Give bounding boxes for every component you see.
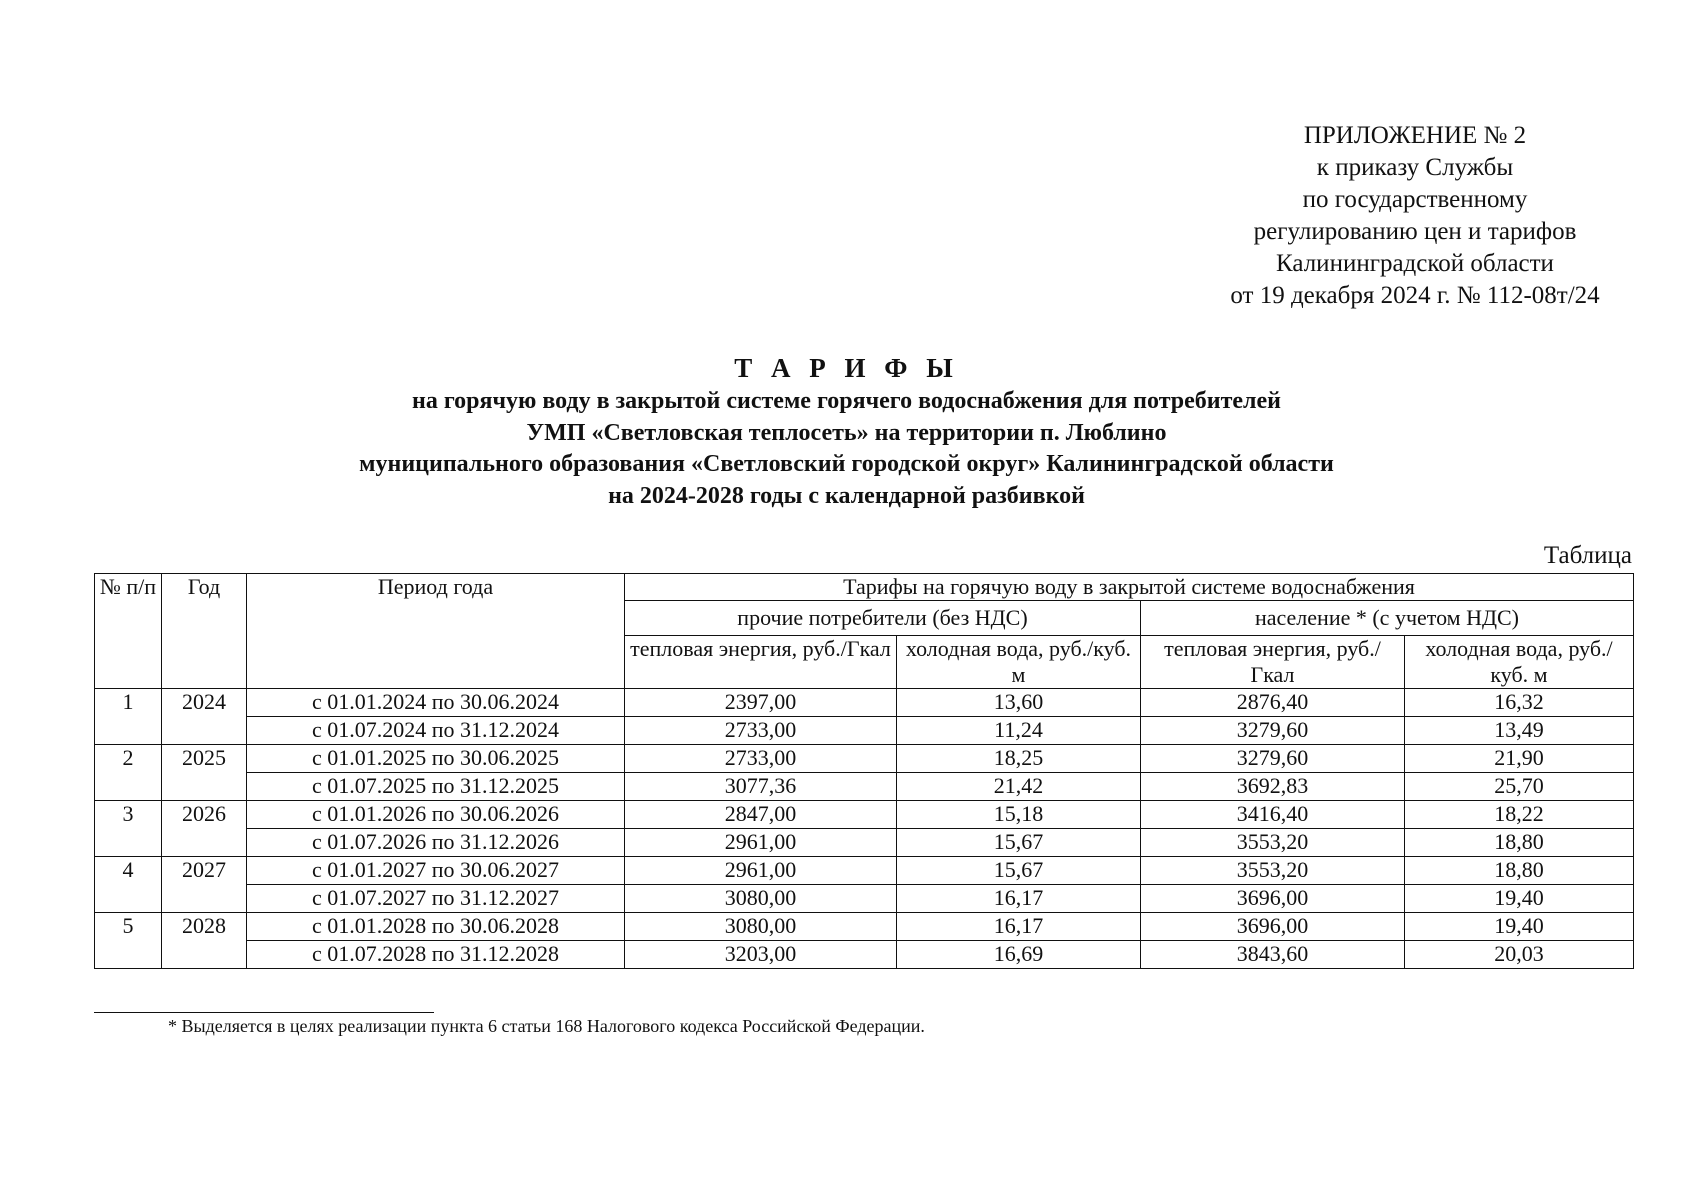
table-row xyxy=(95,689,1634,717)
header-period: Период года xyxy=(247,574,625,689)
document-subtitle-line: на горячую воду в закрытой системе горячего водоснабжения для потребителей xyxy=(411,388,1281,414)
cell-num xyxy=(95,885,162,913)
header-num: № п/п xyxy=(95,574,162,689)
cell-population-water: 19,40 xyxy=(1405,913,1634,941)
cell-period: с 01.01.2027 по 30.06.2027 xyxy=(247,857,625,885)
cell-other-water: 13,60 xyxy=(897,689,1141,717)
table-header xyxy=(95,574,1634,689)
header-group: Тарифы на горячую воду в закрытой системе водоснабжения xyxy=(625,574,1634,601)
cell-other-heat: 2961,00 xyxy=(625,857,897,885)
cell-other-water: 16,17 xyxy=(897,885,1141,913)
appendix-line: ПРИЛОЖЕНИЕ № 2 xyxy=(1303,122,1527,149)
cell-other-water: 15,67 xyxy=(897,829,1141,857)
cell-year: 2026 xyxy=(162,801,247,829)
tariffs-table xyxy=(94,573,1634,969)
appendix-line: по государственному xyxy=(1302,186,1528,213)
cell-num xyxy=(95,829,162,857)
cell-year: 2027 xyxy=(162,857,247,885)
table-row xyxy=(95,829,1634,857)
cell-population-heat: 3843,60 xyxy=(1141,941,1405,969)
table-row xyxy=(95,773,1634,801)
document-subtitle-line: на 2024-2028 годы с календарной разбивкой xyxy=(608,482,1085,509)
cell-num xyxy=(95,941,162,969)
cell-other-heat: 2847,00 xyxy=(625,801,897,829)
cell-population-water: 13,49 xyxy=(1405,717,1634,745)
cell-num: 2 xyxy=(95,745,162,773)
cell-other-heat: 2397,00 xyxy=(625,689,897,717)
table-row xyxy=(95,717,1634,745)
cell-other-water: 15,18 xyxy=(897,801,1141,829)
cell-population-heat: 3553,20 xyxy=(1141,857,1405,885)
cell-year: 2028 xyxy=(162,913,247,941)
appendix-line: Калининградской области xyxy=(1276,250,1554,277)
cell-year xyxy=(162,717,247,745)
table-row xyxy=(95,913,1634,941)
table-caption: Таблица xyxy=(1543,542,1632,569)
cell-population-heat: 3279,60 xyxy=(1141,717,1405,745)
cell-num xyxy=(95,717,162,745)
cell-period: с 01.01.2024 по 30.06.2024 xyxy=(247,689,625,717)
table-row xyxy=(95,857,1634,885)
cell-other-water: 11,24 xyxy=(897,717,1141,745)
cell-population-heat: 3279,60 xyxy=(1141,745,1405,773)
cell-period: с 01.01.2026 по 30.06.2026 xyxy=(247,801,625,829)
cell-num: 5 xyxy=(95,913,162,941)
cell-population-water: 18,80 xyxy=(1405,857,1634,885)
cell-other-heat: 3077,36 xyxy=(625,773,897,801)
appendix-block xyxy=(1180,120,1650,312)
cell-population-water: 21,90 xyxy=(1405,745,1634,773)
cell-other-heat: 3080,00 xyxy=(625,913,897,941)
cell-year xyxy=(162,773,247,801)
cell-other-water: 21,42 xyxy=(897,773,1141,801)
header-population: население * (с учетом НДС) xyxy=(1141,601,1634,636)
cell-num xyxy=(95,773,162,801)
header-other-heat: тепловая энергия, руб./Гкал xyxy=(625,636,897,689)
table-row xyxy=(95,941,1634,969)
document-title-block xyxy=(0,350,1693,512)
document-subtitle-line: муниципального образования «Светловский городской округ» Калининградской области xyxy=(359,451,1334,477)
cell-population-water: 16,32 xyxy=(1405,689,1634,717)
cell-population-water: 18,80 xyxy=(1405,829,1634,857)
cell-num: 1 xyxy=(95,689,162,717)
table-row xyxy=(95,801,1634,829)
table-row xyxy=(95,885,1634,913)
cell-other-water: 16,17 xyxy=(897,913,1141,941)
cell-num: 4 xyxy=(95,857,162,885)
table-body xyxy=(95,689,1634,969)
footnote: * Выделяется в целях реализации пункта 6 статьи 168 Налогового кодекса Российской Федерации. xyxy=(168,1016,925,1036)
cell-year xyxy=(162,885,247,913)
cell-period: с 01.07.2027 по 31.12.2027 xyxy=(247,885,625,913)
document-title: Т А Р И Ф Ы xyxy=(734,353,959,383)
cell-population-heat: 3696,00 xyxy=(1141,913,1405,941)
cell-other-water: 16,69 xyxy=(897,941,1141,969)
cell-other-heat: 2733,00 xyxy=(625,717,897,745)
cell-year xyxy=(162,829,247,857)
cell-year xyxy=(162,941,247,969)
cell-other-heat: 3080,00 xyxy=(625,885,897,913)
header-population-water: холодная вода, руб./куб. м xyxy=(1405,636,1634,689)
cell-population-water: 19,40 xyxy=(1405,885,1634,913)
cell-population-heat: 3553,20 xyxy=(1141,829,1405,857)
appendix-line: к приказу Службы xyxy=(1316,154,1514,181)
cell-num: 3 xyxy=(95,801,162,829)
document-subtitle-line: УМП «Светловская теплосеть» на территории п. Люблино xyxy=(526,419,1167,446)
cell-period: с 01.07.2025 по 31.12.2025 xyxy=(247,773,625,801)
cell-year: 2024 xyxy=(162,689,247,717)
cell-other-water: 18,25 xyxy=(897,745,1141,773)
footnote-divider xyxy=(94,1012,434,1013)
appendix-line: регулированию цен и тарифов xyxy=(1253,218,1577,245)
cell-other-heat: 2961,00 xyxy=(625,829,897,857)
cell-other-heat: 2733,00 xyxy=(625,745,897,773)
cell-population-water: 25,70 xyxy=(1405,773,1634,801)
cell-population-heat: 3416,40 xyxy=(1141,801,1405,829)
cell-population-heat: 3692,83 xyxy=(1141,773,1405,801)
cell-period: с 01.01.2025 по 30.06.2025 xyxy=(247,745,625,773)
cell-period: с 01.07.2028 по 31.12.2028 xyxy=(247,941,625,969)
cell-period: с 01.07.2024 по 31.12.2024 xyxy=(247,717,625,745)
cell-population-heat: 2876,40 xyxy=(1141,689,1405,717)
cell-other-water: 15,67 xyxy=(897,857,1141,885)
cell-other-heat: 3203,00 xyxy=(625,941,897,969)
cell-period: с 01.01.2028 по 30.06.2028 xyxy=(247,913,625,941)
header-population-heat: тепловая энергия, руб./Гкал xyxy=(1141,636,1405,689)
header-year: Год xyxy=(162,574,247,689)
cell-population-water: 20,03 xyxy=(1405,941,1634,969)
cell-population-heat: 3696,00 xyxy=(1141,885,1405,913)
appendix-line: от 19 декабря 2024 г. № 112-08т/24 xyxy=(1230,282,1600,309)
cell-population-water: 18,22 xyxy=(1405,801,1634,829)
header-other-water: холодная вода, руб./куб. м xyxy=(897,636,1141,689)
table-row xyxy=(95,745,1634,773)
cell-year: 2025 xyxy=(162,745,247,773)
header-other-consumers: прочие потребители (без НДС) xyxy=(625,601,1141,636)
cell-period: с 01.07.2026 по 31.12.2026 xyxy=(247,829,625,857)
